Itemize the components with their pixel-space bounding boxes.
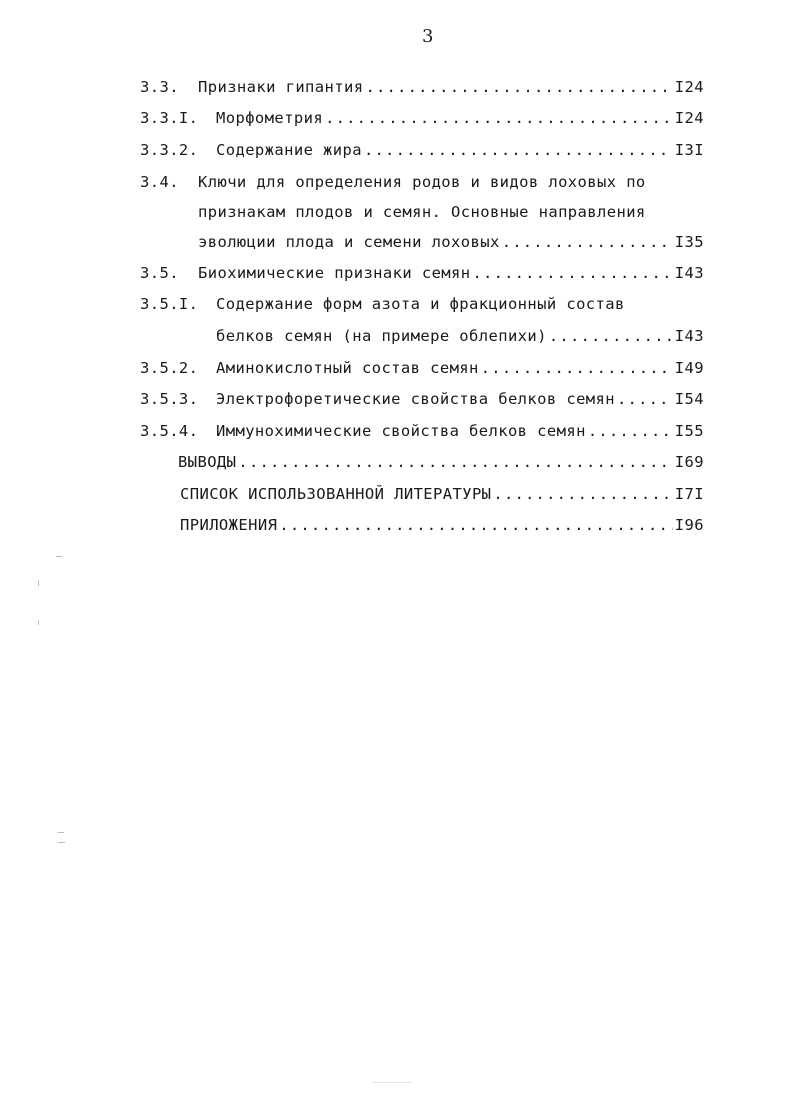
toc-entry <box>216 357 704 379</box>
dot-leader <box>502 231 673 253</box>
toc-entry <box>198 231 704 253</box>
dot-leader <box>238 451 672 473</box>
toc-number: 3.3.2. <box>140 141 199 159</box>
toc-number: 3.5.I. <box>140 295 199 313</box>
dot-leader <box>279 514 672 536</box>
toc-title-line: Ключи для определения родов и видов лоховых по <box>198 173 646 191</box>
toc-page: I43 <box>674 327 704 345</box>
toc-number: 3.3. <box>140 78 179 96</box>
toc-title-line: признакам плодов и семян. Основные направления <box>198 203 646 221</box>
toc-title: Электрофоретические свойства белков семян <box>216 390 616 408</box>
toc-title: Аминокислотный состав семян <box>216 359 479 377</box>
toc-number: 3.3.I. <box>140 109 199 127</box>
toc-page: I3I <box>674 141 704 159</box>
toc-entry <box>216 107 704 129</box>
dot-leader <box>549 325 673 347</box>
toc-number: 3.5. <box>140 264 179 282</box>
toc-number: 3.4. <box>140 173 179 191</box>
toc-entry <box>216 420 704 442</box>
toc-entry <box>180 483 704 505</box>
dot-leader <box>588 420 673 442</box>
toc-page: I7I <box>674 485 704 503</box>
toc-page: I24 <box>674 78 704 96</box>
toc-page: I69 <box>674 453 704 471</box>
toc-page: I35 <box>674 233 704 251</box>
dot-leader <box>481 357 673 379</box>
toc-page: I49 <box>674 359 704 377</box>
toc-page: I96 <box>674 516 704 534</box>
toc-entry <box>216 388 704 410</box>
scan-speck <box>38 580 39 586</box>
page-number: 3 <box>422 26 434 47</box>
scan-speck <box>56 556 62 557</box>
toc-entry <box>180 514 704 536</box>
scan-speck <box>58 842 65 843</box>
toc-entry <box>198 262 704 284</box>
toc-title: СПИСОК ИСПОЛЬЗОВАННОЙ ЛИТЕРАТУРЫ <box>180 485 492 503</box>
scan-speck <box>372 1082 412 1083</box>
dot-leader <box>493 483 672 505</box>
dot-leader <box>364 139 673 161</box>
scan-speck <box>58 832 64 833</box>
toc-title: ВЫВОДЫ <box>178 453 237 471</box>
toc-title: Признаки гипантия <box>198 78 364 96</box>
toc-page: I55 <box>674 422 704 440</box>
toc-entry <box>198 76 704 98</box>
toc-number: 3.5.2. <box>140 359 199 377</box>
toc-entry <box>216 325 704 347</box>
toc-page: I24 <box>674 109 704 127</box>
toc-title: Биохимические признаки семян <box>198 264 471 282</box>
dot-leader <box>365 76 672 98</box>
toc-number: 3.5.4. <box>140 422 199 440</box>
toc-title: Морфометрия <box>216 109 324 127</box>
toc-number: 3.5.3. <box>140 390 199 408</box>
toc-entry <box>216 139 704 161</box>
toc-title-line: Содержание форм азота и фракционный состав <box>216 295 625 313</box>
dot-leader <box>473 262 673 284</box>
toc-title: Иммунохимические свойства белков семян <box>216 422 586 440</box>
dot-leader <box>325 107 673 129</box>
toc-page: I43 <box>674 264 704 282</box>
scan-speck <box>38 620 39 625</box>
toc-title: белков семян (на примере облепихи) <box>216 327 547 345</box>
dot-leader <box>617 388 673 410</box>
toc-title: ПРИЛОЖЕНИЯ <box>180 516 278 534</box>
toc-entry <box>178 451 704 473</box>
toc-title: Содержание жира <box>216 141 362 159</box>
toc-page: I54 <box>674 390 704 408</box>
toc-title: эволюции плода и семени лоховых <box>198 233 500 251</box>
